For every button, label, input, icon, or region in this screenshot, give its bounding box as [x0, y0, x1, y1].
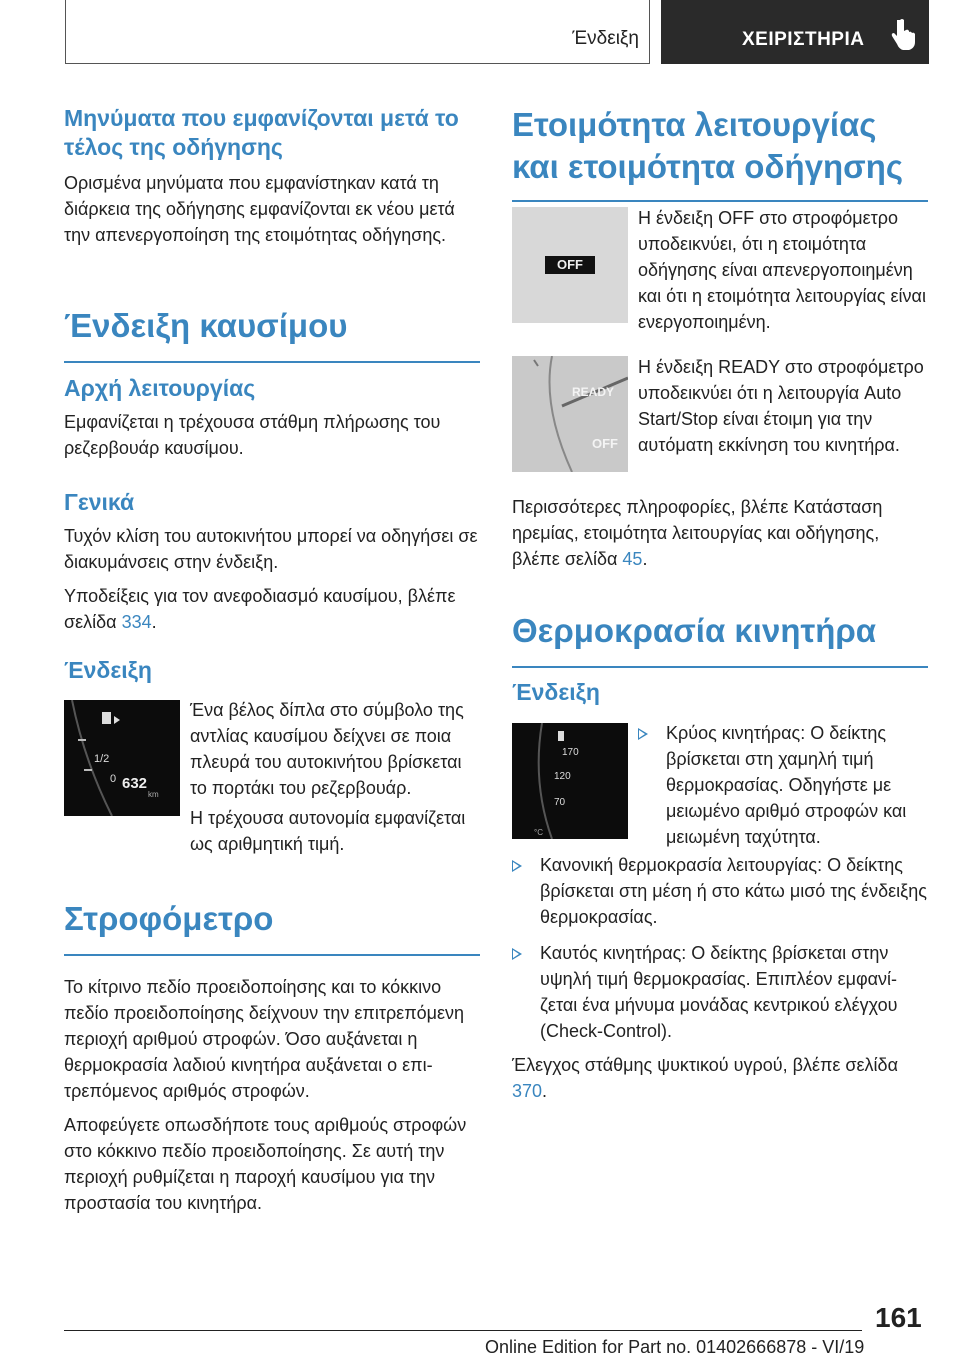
refuel-page-link[interactable]: 334: [121, 612, 152, 632]
page-number: 161: [875, 1302, 922, 1333]
fuel-heading: Ένδειξη καυσίμου: [64, 307, 348, 344]
section-label: Ένδειξη: [572, 28, 639, 49]
tacho-text-2: Αποφεύγετε οπωσδήποτε τους αριθμούς στροφών στο κόκκινο πεδίο προειδοποίησης. Σε αυτή την περιοχή ρυθμίζεται η παροχή καυσίμου για την προστασία του κινητήρα.: [64, 1115, 467, 1213]
fuel-pump-icon: [102, 712, 111, 724]
more-info-page-link[interactable]: 45: [622, 549, 643, 569]
temp-120-label: 120: [554, 771, 571, 782]
general-heading: Γενικά: [64, 489, 135, 515]
fuel-display-section: [64, 656, 480, 685]
temp-display-section: [512, 678, 928, 707]
ready-section: [512, 104, 928, 202]
temp-bullet-1: [638, 720, 928, 850]
chapter-label: ΧΕΙΡΙΣΤΗΡΙΑ: [742, 29, 865, 50]
chapter-tab[interactable]: [661, 0, 929, 64]
ready-off-label: OFF: [592, 436, 618, 451]
general-text: Τυχόν κλίση του αυτοκινήτου μπορεί να οδηγήσει σε διακυμάνσεις στην ένδειξη.: [64, 526, 478, 572]
temp-section: [512, 610, 928, 668]
temp-bullet-1-block: [638, 720, 928, 850]
principle-heading: Αρχή λειτουργίας: [64, 375, 256, 401]
off-text-block: [638, 205, 928, 335]
ready-text: Η ένδειξη READY στο στροφόμετρο υποδεικνύει ότι η λειτουργία Auto Start/Stop είναι έτοιμη για την αυτόματη εκκίνηση του κινητήρα.: [638, 357, 924, 455]
temp-bullet-3-text: Καυτός κινητήρας: Ο δείκτης βρίσκεται στην υψηλή τιμή θερμοκρασίας. Επιπλέον εμφανίζεται ένα μήνυμα μονάδας κεντρικού ελέγχου (Check-Control).: [540, 943, 898, 1041]
temp-unit-label: °C: [534, 828, 543, 837]
tacho-heading-rule: [64, 954, 480, 956]
principle-text: Εμφανίζεται η τρέχουσα στάθμη πλήρωσης του ρεζερβουάρ καυσίμου.: [64, 412, 441, 458]
general-section: [64, 488, 480, 635]
fuel-display-heading: Ένδειξη: [64, 657, 152, 683]
off-indicator-image: [512, 207, 628, 323]
footer-edition: Online Edition for Part no. 01402666878 - VI/19: [485, 1337, 865, 1357]
ready-label: READY: [572, 385, 615, 399]
fuel-range-block: [190, 805, 482, 857]
fuel-arrow-text: Ένα βέλος δίπλα στο σύμβολο της αντλίας καυσίμου δείχνει σε ποια πλευρά του αυτοκινήτου βρίσκεται το πορτάκι του ρεζερβουάρ.: [190, 700, 464, 798]
fuel-arrow-block: [190, 697, 482, 801]
fuel-heading-rule: [64, 361, 480, 363]
messages-text: Ορισμένα μηνύματα που εμφανίστηκαν κατά τη διάρκεια της οδήγησης εμφανίζονται εκ νέου μετά την απενεργοποίηση της ετοιμότητας οδήγησης.: [64, 173, 455, 245]
principle-section: [64, 374, 480, 461]
temp-170-label: 170: [562, 747, 579, 758]
bullet-arrow-icon: [512, 948, 522, 960]
fuel-range-unit: km: [148, 790, 159, 799]
temp-heading: Θερμοκρασία κινητήρα: [512, 612, 877, 649]
temp-gauge-image: [512, 723, 628, 839]
header-section-box: [65, 0, 650, 64]
ready-indicator-image: [512, 356, 628, 472]
ready-gauge-graphic: [512, 356, 628, 472]
bullet-arrow-icon: [638, 728, 648, 740]
ready-text-block: [638, 354, 928, 458]
coolant-page-link[interactable]: 370: [512, 1081, 543, 1101]
ready-heading-rule: [512, 200, 928, 202]
tacho-heading: Στροφόμετρο: [64, 900, 274, 937]
tacho-section: [64, 898, 480, 1216]
temp-bullet-2-text: Κανονική θερμοκρασία λειτουργίας: Ο δείκτης βρίσκεται στη μέση ή στο κάτω μισό της ένδειξης θερμοκρασίας.: [540, 855, 927, 927]
bullet-arrow-icon: [512, 860, 522, 872]
messages-section: [64, 104, 480, 248]
coolant-temp-icon: [558, 731, 564, 741]
more-info-text: Περισσότερες πληροφορίες, βλέπε Κατάσταση ηρεμίας, ετοιμότητα λειτουργίας και οδήγησης, βλέπε σελίδα 45.: [512, 497, 883, 569]
fuel-range-value: 632: [122, 775, 148, 792]
tacho-text-1: Το κίτρινο πεδίο προειδοποίησης και το κόκκινο πεδίο προειδοποίησης δείχνουν την επιτρεπόμενη περιοχή αριθμού στροφών. Όσο αυξάνεται η θερμοκρασία λαδιού κινητήρα αυξάνεται ο επιτρεπόμενος αριθμός στροφών.: [64, 977, 465, 1101]
temp-bullet-3: [512, 940, 928, 1044]
refuel-text: Υποδείξεις για τον ανεφοδιασμό καυσίμου, βλέπε σελίδα 334.: [64, 586, 456, 632]
fuel-gauge-graphic: [64, 700, 180, 816]
temp-bullets-rest: [512, 852, 928, 1104]
fuel-range-text-a: Η τρέχουσα αυτονομία εμφανίζεται ως αριθμητική τιμή.: [190, 808, 466, 854]
fuel-section: [64, 305, 480, 363]
temp-bullet-2: [512, 852, 928, 930]
messages-heading: Μηνύματα που εμφανίζονται μετά το τέλος της οδήγησης: [64, 105, 459, 160]
fuel-half-label: 1/2: [94, 753, 110, 765]
temp-bullet-1-text: Κρύος κινητήρας: Ο δείκτης βρίσκεται στη χαμηλή τιμή θερμοκρασίας. Οδηγήστε με μειωμένο αριθμό στροφών και μειωμένη ταχύτητα.: [666, 723, 907, 847]
temp-display-heading: Ένδειξη: [512, 679, 600, 705]
temp-gauge-graphic: [512, 723, 628, 839]
pointing-hand-icon: [891, 18, 919, 52]
temp-70-label: 70: [554, 797, 566, 808]
footer-rule: [64, 1330, 862, 1331]
fuel-zero-label: 0: [110, 773, 117, 785]
off-text: Η ένδειξη OFF στο στροφόμετρο υποδεικνύει, ότι η ετοιμότητα οδήγησης είναι απενεργοποιημένη και ότι η ετοιμότητα λειτουργίας είναι ενεργοποιημένη.: [638, 208, 926, 332]
off-badge: OFF: [545, 256, 595, 274]
coolant-text: Έλεγχος στάθμης ψυκτικού υγρού, βλέπε σελίδα 370.: [512, 1055, 898, 1101]
fuel-gauge-image: [64, 700, 180, 816]
temp-heading-rule: [512, 666, 928, 668]
ready-heading: Ετοιμότητα λειτουργίας και ετοιμότητα οδήγησης: [512, 106, 904, 185]
more-info-block: [512, 494, 928, 572]
